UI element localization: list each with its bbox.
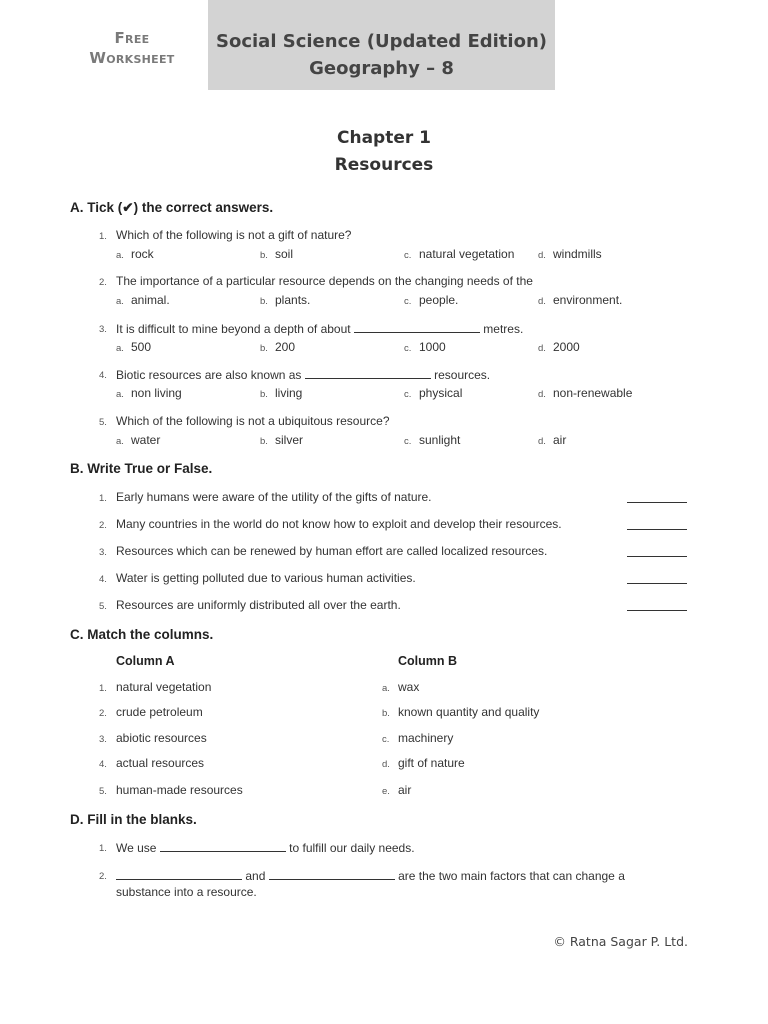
- option-letter: c.: [404, 436, 412, 447]
- answer-blank[interactable]: [269, 868, 395, 880]
- question-text: [116, 321, 523, 336]
- chapter-name: Resources: [334, 155, 434, 175]
- option-letter: d.: [538, 389, 546, 400]
- option-a[interactable]: non living: [131, 386, 182, 400]
- option-d[interactable]: 2000: [553, 340, 580, 354]
- option-letter: c.: [404, 250, 412, 261]
- option-c[interactable]: physical: [419, 386, 463, 400]
- statement-text: Many countries in the world do not know how to exploit and develop their resources.: [116, 517, 562, 531]
- column-a-item[interactable]: human-made resources: [116, 783, 243, 797]
- option-letter: d.: [538, 296, 546, 307]
- option-c[interactable]: sunlight: [419, 433, 461, 447]
- column-b-item[interactable]: known quantity and quality: [398, 705, 540, 719]
- question-stem: Biotic resources are also known as: [116, 368, 302, 382]
- option-d[interactable]: environment.: [553, 293, 623, 307]
- question-stem-end: resources.: [434, 368, 491, 382]
- option-letter: a.: [116, 389, 124, 400]
- option-letter: c.: [404, 296, 412, 307]
- question-text: [116, 228, 351, 242]
- option-b[interactable]: soil: [275, 247, 294, 261]
- column-b-letter: e.: [382, 786, 390, 797]
- fill-blank-question-1: [116, 840, 415, 855]
- option-letter: b.: [260, 389, 268, 400]
- worksheet-label: Worksheet: [89, 49, 175, 67]
- option-c[interactable]: people.: [419, 293, 459, 307]
- column-a-item[interactable]: abiotic resources: [116, 731, 207, 745]
- statement-text: Resources are uniformly distributed all over the earth.: [116, 598, 401, 612]
- option-a[interactable]: water: [131, 433, 161, 447]
- option-a[interactable]: animal.: [131, 293, 170, 307]
- question-stem: Which of the following is not a ubiquitous resource?: [116, 414, 390, 428]
- question-number: 4.: [99, 370, 107, 381]
- question-number: 1.: [99, 231, 107, 242]
- statement-text: Early humans were aware of the utility of the gifts of nature.: [116, 490, 432, 504]
- book-title: Social Science (Updated Edition): [216, 31, 547, 52]
- column-a-number: 5.: [99, 786, 107, 797]
- option-letter: a.: [116, 436, 124, 447]
- column-b-item[interactable]: air: [398, 783, 412, 797]
- column-b-item[interactable]: wax: [398, 680, 420, 694]
- column-a-item[interactable]: crude petroleum: [116, 705, 203, 719]
- answer-blank[interactable]: [354, 321, 480, 333]
- column-a-item[interactable]: natural vegetation: [116, 680, 212, 694]
- statement-text: Water is getting polluted due to various human activities.: [116, 571, 416, 585]
- answer-blank[interactable]: [116, 868, 242, 880]
- option-letter: a.: [116, 343, 124, 354]
- option-a[interactable]: 500: [131, 340, 152, 354]
- question-number: 2.: [99, 871, 107, 882]
- column-a-header: Column A: [116, 654, 175, 668]
- column-b-letter: c.: [382, 734, 390, 745]
- column-a-item[interactable]: actual resources: [116, 756, 205, 770]
- option-letter: b.: [260, 436, 268, 447]
- column-b-item[interactable]: machinery: [398, 731, 454, 745]
- option-letter: c.: [404, 389, 412, 400]
- section-c-heading: C. Match the columns.: [70, 627, 214, 642]
- option-d[interactable]: windmills: [553, 247, 602, 261]
- column-b-item[interactable]: gift of nature: [398, 756, 465, 770]
- option-c[interactable]: 1000: [419, 340, 446, 354]
- copyright-notice: © Ratna Sagar P. Ltd.: [553, 934, 688, 949]
- option-d[interactable]: air: [553, 433, 567, 447]
- question-text: to fulfill our daily needs.: [289, 841, 415, 855]
- question-text: We use: [116, 841, 157, 855]
- option-c[interactable]: natural vegetation: [419, 247, 515, 261]
- column-b-letter: b.: [382, 708, 390, 719]
- option-d[interactable]: non-renewable: [553, 386, 633, 400]
- column-a-number: 4.: [99, 759, 107, 770]
- option-letter: d.: [538, 436, 546, 447]
- option-b[interactable]: 200: [275, 340, 296, 354]
- column-b-letter: a.: [382, 683, 390, 694]
- option-letter: b.: [260, 296, 268, 307]
- free-label: Free: [114, 29, 150, 47]
- question-stem: It is difficult to mine beyond a depth of about: [116, 322, 351, 336]
- option-letter: b.: [260, 250, 268, 261]
- section-b-heading: B. Write True or False.: [70, 461, 213, 476]
- question-text: [116, 367, 490, 382]
- question-stem-end: metres.: [483, 322, 524, 336]
- book-title-box: [208, 0, 555, 90]
- book-subtitle: Geography – 8: [309, 58, 454, 79]
- statement-number: 3.: [99, 547, 107, 558]
- option-a[interactable]: rock: [131, 247, 154, 261]
- option-letter: a.: [116, 250, 124, 261]
- true-false-blank[interactable]: [627, 572, 687, 584]
- column-b-letter: d.: [382, 759, 390, 770]
- option-letter: d.: [538, 343, 546, 354]
- section-a-heading: A. Tick (✔) the correct answers.: [70, 200, 274, 215]
- true-false-blank[interactable]: [627, 545, 687, 557]
- statement-text: Resources which can be renewed by human effort are called localized resources.: [116, 544, 548, 558]
- question-number: 5.: [99, 417, 107, 428]
- column-a-number: 1.: [99, 683, 107, 694]
- true-false-blank[interactable]: [627, 518, 687, 530]
- question-number: 3.: [99, 324, 107, 335]
- option-b[interactable]: silver: [275, 433, 304, 447]
- answer-blank[interactable]: [160, 840, 286, 852]
- question-text-continued: substance into a resource.: [116, 885, 257, 899]
- question-stem: Which of the following is not a gift of nature?: [116, 228, 352, 242]
- question-text: are the two main factors that can change a: [398, 869, 625, 883]
- answer-blank[interactable]: [305, 367, 431, 379]
- statement-number: 2.: [99, 520, 107, 531]
- free-worksheet-label: [84, 28, 180, 68]
- option-letter: a.: [116, 296, 124, 307]
- question-number: 1.: [99, 843, 107, 854]
- true-false-blank[interactable]: [627, 491, 687, 503]
- column-a-number: 3.: [99, 734, 107, 745]
- question-number: 2.: [99, 277, 107, 288]
- option-letter: b.: [260, 343, 268, 354]
- chapter-number: Chapter 1: [336, 128, 431, 148]
- section-d-heading: D. Fill in the blanks.: [70, 812, 197, 827]
- fill-blank-question-2: [116, 868, 625, 883]
- question-stem: The importance of a particular resource depends on the changing needs of the: [116, 274, 533, 288]
- question-text: and: [245, 869, 266, 883]
- column-b-header: Column B: [398, 654, 458, 668]
- statement-number: 4.: [99, 574, 107, 585]
- column-a-number: 2.: [99, 708, 107, 719]
- option-b[interactable]: plants.: [275, 293, 311, 307]
- option-letter: c.: [404, 343, 412, 354]
- question-text: [116, 274, 533, 288]
- true-false-blank[interactable]: [627, 599, 687, 611]
- option-b[interactable]: living: [275, 386, 303, 400]
- statement-number: 1.: [99, 493, 107, 504]
- question-text: [116, 414, 390, 428]
- statement-number: 5.: [99, 601, 107, 612]
- option-letter: d.: [538, 250, 546, 261]
